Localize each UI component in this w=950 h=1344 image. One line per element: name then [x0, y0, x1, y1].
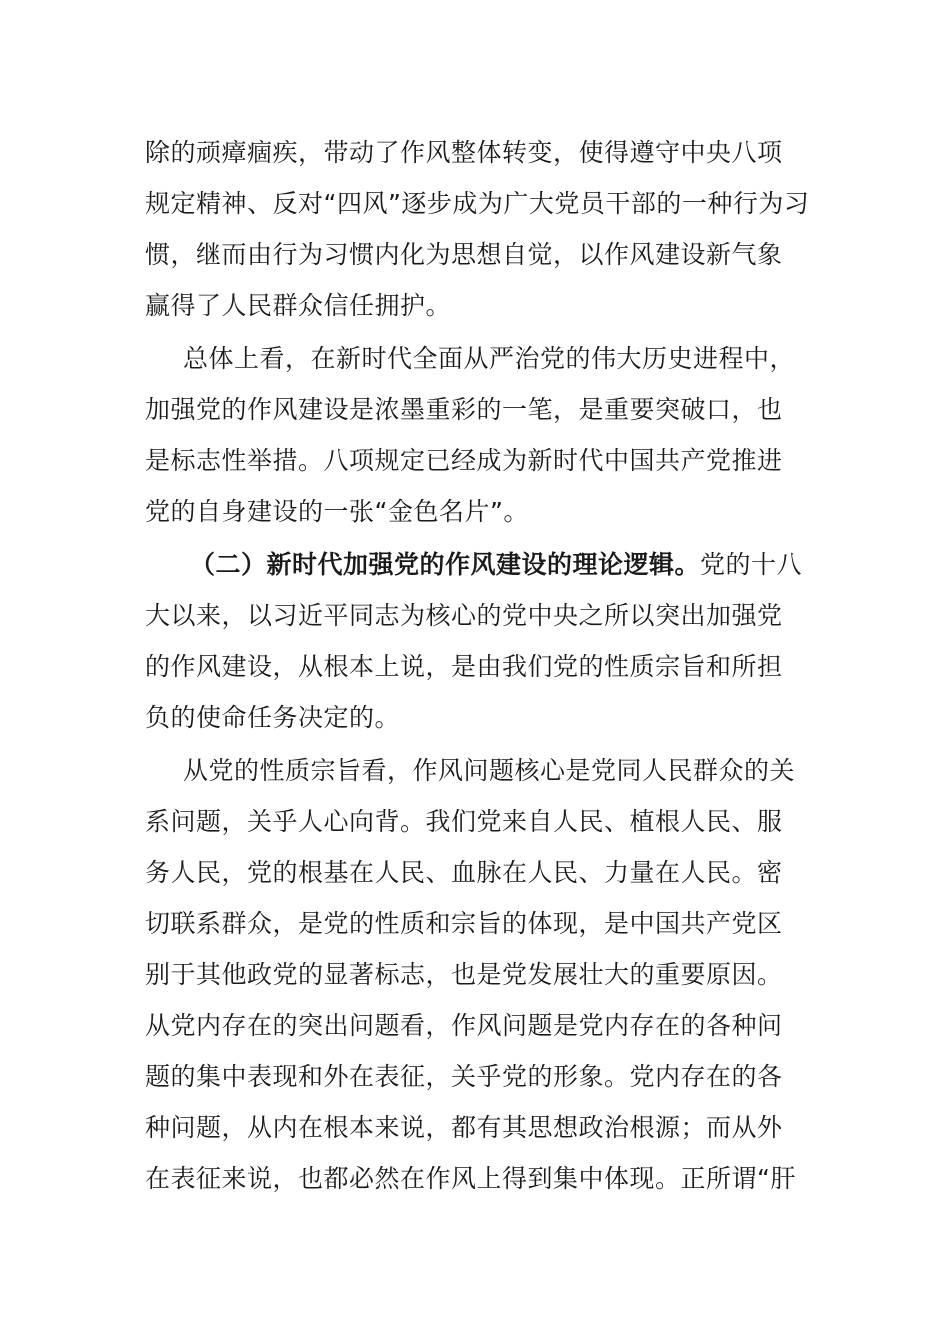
paragraph-line: 除的顽瘴痼疾，带动了作风整体转变，使得遵守中央八项 — [145, 138, 783, 167]
paragraph-line: 务人民，党的根基在人民、血脉在人民、力量在人民。密 — [145, 858, 783, 887]
paragraph-line: 从党的性质宗旨看，作风问题核心是党同人民群众的关 — [183, 756, 796, 785]
paragraph-line: 从党内存在的突出问题看，作风问题是党内存在的各种问 — [145, 1011, 783, 1040]
paragraph-line: 的作风建设，从根本上说，是由我们党的性质宗旨和所担 — [145, 652, 783, 681]
paragraph-2 — [145, 333, 805, 537]
heading-line-rest: 党的十八 — [700, 550, 803, 579]
paragraph-line: 负的使命任务决定的。 — [145, 703, 401, 732]
paragraph-line: 惯，继而由行为习惯内化为思想自觉，以作风建设新气象 — [145, 240, 783, 269]
section-heading: （二）新时代加强党的作风建设的理论逻辑。 — [190, 550, 701, 579]
paragraph-line: 大以来，以习近平同志为核心的党中央之所以突出加强党 — [145, 601, 783, 630]
paragraph-line: 总体上看，在新时代全面从严治党的伟大历史进程中， — [183, 344, 796, 373]
paragraph-line: 系问题，关乎人心向背。我们党来自人民、植根人民、服 — [145, 807, 783, 836]
paragraph-line: 规定精神、反对“四风”逐步成为广大党员干部的一种行为习 — [145, 189, 810, 218]
paragraph-line: 是标志性举措。八项规定已经成为新时代中国共产党推进 — [145, 446, 783, 475]
paragraph-line: 题的集中表现和外在表征，关乎党的形象。党内存在的各 — [145, 1062, 783, 1091]
paragraph-line: 别于其他政党的显著标志，也是党发展壮大的重要原因。 — [145, 960, 783, 989]
paragraph-1 — [145, 127, 810, 331]
paragraph-line: 党的自身建设的一张“金色名片”。 — [145, 497, 529, 526]
paragraph-line: 加强党的作风建设是浓墨重彩的一笔，是重要突破口，也 — [145, 395, 783, 424]
paragraph-line: 在表征来说，也都必然在作风上得到集中体现。正所谓“肝 — [145, 1164, 796, 1193]
paragraph-4 — [145, 745, 805, 1204]
paragraph-line: 切联系群众，是党的性质和宗旨的体现，是中国共产党区 — [145, 909, 783, 938]
paragraph-3 — [145, 539, 805, 743]
paragraph-line: 种问题，从内在根本来说，都有其思想政治根源；而从外 — [145, 1113, 783, 1142]
heading-line — [145, 539, 805, 590]
paragraph-line: 赢得了人民群众信任拥护。 — [145, 291, 452, 320]
